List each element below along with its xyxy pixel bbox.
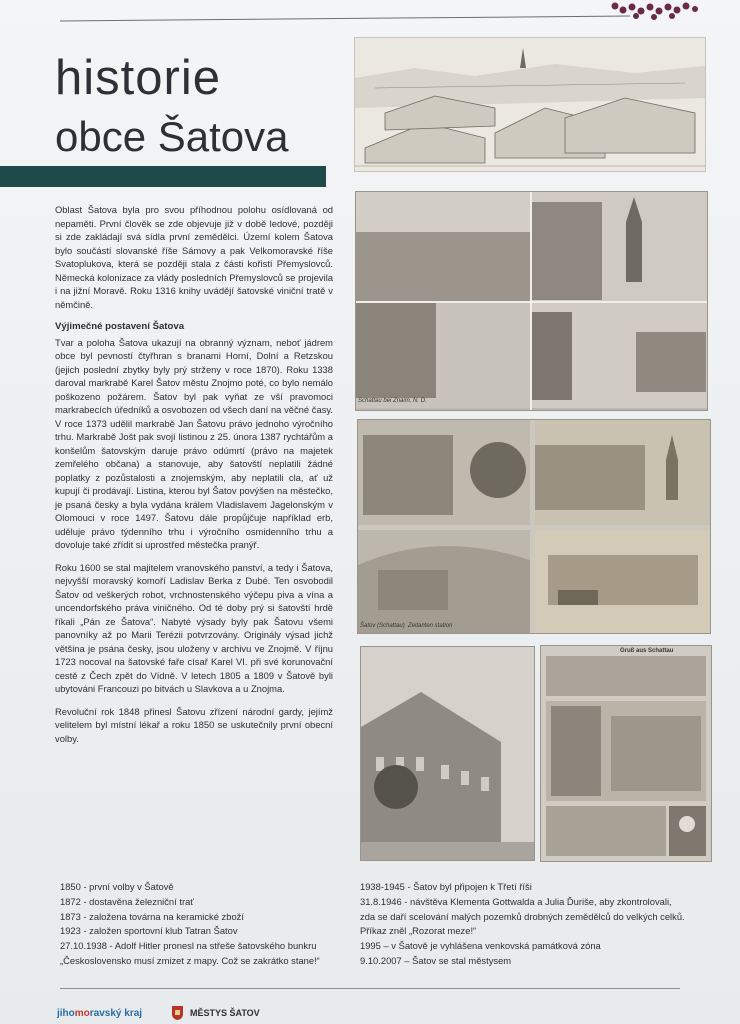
postcard-caption-3: Gruß aus Schattau — [620, 648, 674, 654]
region-logo-part2: mo — [74, 1008, 90, 1019]
bottom-rule — [60, 988, 680, 989]
timeline-item: 1872 - dostavěna železniční trať — [60, 895, 194, 907]
region-logo — [57, 1008, 142, 1019]
timeline-item: 1938-1945 - Šatov byl připojen k Třetí říši — [360, 881, 532, 892]
timeline-item: „Československo musí zmizet z mapy. Což se zakrátko stane!“ — [60, 954, 320, 966]
postcard-caption-1: Schattau bei Znaim, N. D. — [358, 398, 427, 404]
timeline-item: 27.10.1938 - Adolf Hitler pronesl na střeše šatovského bunkru — [60, 940, 317, 952]
timeline-right — [360, 880, 720, 969]
postcard-caption-2a: Šatov (Schattau) — [360, 623, 405, 629]
timeline-left — [60, 880, 350, 969]
postcard-schattau-2 — [357, 419, 711, 634]
postcard-gruss-aus-schattau — [540, 645, 712, 862]
timeline-item: 31.8.1946 - návštěva Klementa Gottwalda a Julia Ďuriše, aby zkontrolovali, — [360, 895, 672, 907]
timeline-item: 1923 - založen sportovní klub Tatran Šatov — [60, 925, 238, 937]
postcard-caption-2b: Zeitanten station — [408, 623, 453, 629]
paragraph-privileges: Tvar a poloha Šatova ukazují na obranný význam, neboť jádrem obce byl pevností čtyřhran s branami Horní, Dolní a Retzskou (jejich poslední zbytky byly prý strženy v roce 1870). Roku 1338 daroval markrabě Karel Šatov městu Znojmo poté, co bylo nemálo poškozeno požárem. Šatov byl pak vyňat ze vší pravomoci markrabecích úředníků a osvobozen od všech daní na věčné časy. V roce 1373 udělil markrabě Jan Šatovu právo jednoho výročního trhu. Markrabě Jošt pak svojí listinou z 25. února 1387 rychtářům a konšelům šatovským daruje právo odúmrtí (právo na majetek zemřelého občana) a stanovuje, aby šatovští neplatili žádné poplatky z pozůstalosti a znojemským, aby neplatili cla, ať už kupují či prodávají. Listina, kterou byl Šatov povýšen na městečko, je psaná česky a byla vydána králem Vladislavem Jagelonským v Olomouci v roce 1497. Šatovu dále propůjčuje například erb, uděluje právo týdenního trhu i výročního osmidenního trhu a dovoluje také zřídit si uprostřed městečka pranýř. — [55, 336, 333, 550]
history-text — [55, 203, 333, 754]
timeline-item: 1850 - první volby v Šatově — [60, 881, 174, 892]
top-rule — [60, 16, 630, 22]
paragraph-intro: Oblast Šatova byla pro svou příhodnou polohu osídlovaná od nepaměti. První člověk se zde objevuje již v době ledové, později si zde zakládají svá sídla první zemědělci. Území kolem Šatova bylo součástí slovanské říše Sámovy a pak Velkomoravské říše Svatoplukova, která se později stala z části kořistí Přemyslovců. Německá kolonizace za vlády posledních Přemyslovců se projevila i na jižní Moravě. Roku 1316 knihy uvádějí šatovské viniční tratě v němčině. — [55, 204, 333, 310]
engraving-panorama — [354, 37, 706, 172]
timeline-item: 9.10.2007 – Šatov se stal městysem — [360, 954, 512, 966]
town-crest-icon — [172, 1006, 183, 1020]
grape-cluster-icon — [605, 0, 705, 24]
timeline-item: zda se daří scelování malých pozemků drobných zemědělců do velkých celků. — [360, 910, 685, 922]
timeline-item: 1995 – v Šatově je vyhlášena venkovská památková zóna — [360, 940, 601, 952]
region-logo-part3: ravský kraj — [89, 1008, 143, 1019]
page-title-line1: historie — [55, 51, 221, 105]
timeline-item: 1873 - založena továrna na keramické zboží — [60, 910, 244, 922]
photo-street-building — [360, 646, 535, 861]
region-logo-part1: jiho — [57, 1008, 75, 1019]
title-underline-bar — [0, 166, 326, 187]
paragraph-1600: Roku 1600 se stal majitelem vranovského panství, a tedy i Šatova, nejvyšší moravský komoří Ladislav Berka z Dubé. Ten osvobodil Šatov od veškerých robot, vrchnostenského výčepu piva a vína a uncendorfského práva viničného. Od té doby prý si šatovští hrdě říkali „Pán ze Šatova“. Nabyté výsady byly pak Šatovu všemi panovníky až po Marii Terézii potvrzovány. Originály výsad jichž většina je psána česky, jsou uloženy v archivu ve Znojmě. V říjnu 1723 nocoval na šatovské faře císař Karel VI. při své korunovační cestě z Čech zpět do Vídně. V letech 1805 a 1809 v Šatově byli ubytováni Francouzi po bitvách u Slavkova a u Znojma. — [55, 561, 333, 694]
page-title-line2: obce Šatova — [55, 113, 289, 160]
town-logo-text: MĚSTYS ŠATOV — [190, 1008, 260, 1018]
paragraph-1848: Revoluční rok 1848 přinesl Šatovu zřízení národní gardy, jejímž velitelem byl místní lékař a roku 1850 se uskutečnily první obecní volby. — [55, 705, 333, 744]
postcard-schattau-1 — [355, 191, 708, 411]
timeline-item: Příkaz zněl „Rozorat meze!“ — [360, 925, 477, 937]
section-heading: Výjimečné postavení Šatova — [55, 321, 185, 332]
